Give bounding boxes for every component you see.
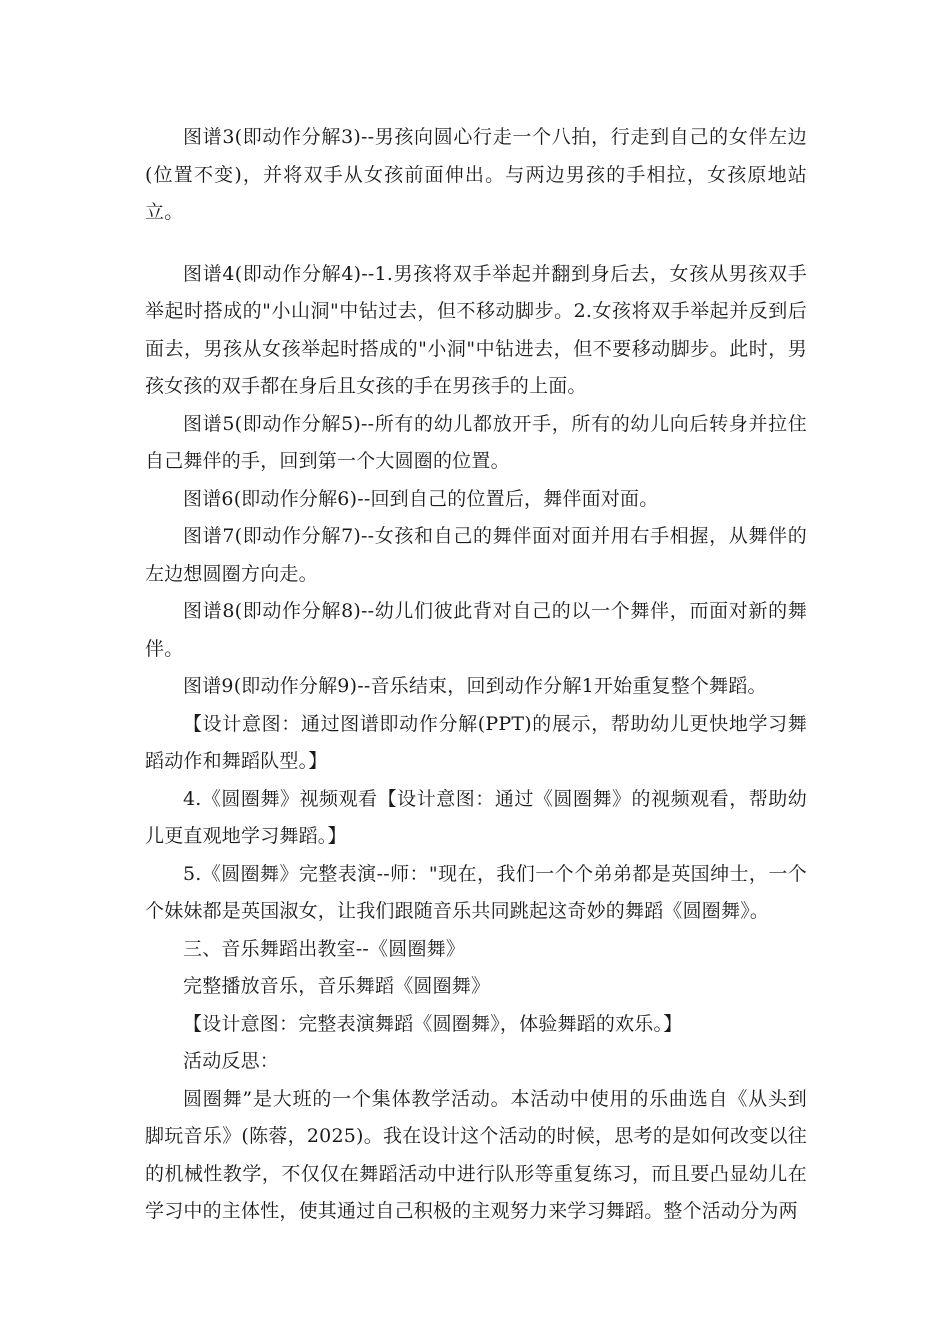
paragraph-chart-9: 图谱9(即动作分解9)--音乐结束，回到动作分解1开始重复整个舞蹈。 [183,675,767,697]
section-heading-3: 三、音乐舞蹈出教室--《圆圈舞》 [183,937,466,960]
paragraph-chart-5: 图谱5(即动作分解5)--所有的幼儿都放开手，所有的幼儿向后转身并拉住自己舞伴的手，回到第一个大圆圈的位置。 [145,412,807,472]
document-body [145,119,807,1231]
paragraph-full-performance: 5.《圆圈舞》完整表演--师："现在，我们一个个弟弟都是英国绅士，一个个妹妹都是英国淑女，让我们跟随音乐共同跳起这奇妙的舞蹈《圆圈舞》。 [145,862,807,922]
paragraph-chart-3: 图谱3(即动作分解3)--男孩向圆心行走一个八拍，行走到自己的女伴左边(位置不变)，并将双手从女孩前面伸出。与两边男孩的手相拉，女孩原地站立。 [145,126,807,223]
reflection-heading: 活动反思： [183,1050,280,1072]
paragraph-chart-6: 图谱6(即动作分解6)--回到自己的位置后，舞伴面对面。 [183,487,659,510]
paragraph-reflection: 圆圈舞”是大班的一个集体教学活动。本活动中使用的乐曲选自《从头到脚玩音乐》(陈蓉，2025)。我在设计这个活动的时候，思考的是如何改变以往的机械性教学，不仅仅在舞蹈活动中进行队形等重复练习，而且要凸显幼儿在学习中的主体性，使其通过自己积极的主观努力来学习舞蹈。整个活动分为两 [145,1087,807,1222]
paragraph-design-intent-2: 【设计意图：完整表演舞蹈《圆圈舞》，体验舞蹈的欢乐。】 [183,1012,683,1035]
paragraph-chart-4: 图谱4(即动作分解4)--1.男孩将双手举起并翻到身后去，女孩从男孩双手举起时搭成的"小山洞"中钻过去，但不移动脚步。2.女孩将双手举起并反到后面去，男孩从女孩举起时搭成的"小洞"中钻进去，但不要移动脚步。此时，男孩女孩的双手都在身后且女孩的手在男孩手的上面。 [145,262,807,397]
paragraph-design-intent-1: 【设计意图：通过图谱即动作分解(PPT)的展示，帮助幼儿更快地学习舞蹈动作和舞蹈队型。】 [145,712,807,772]
paragraph-play-music: 完整播放音乐，音乐舞蹈《圆圈舞》 [183,975,491,997]
paragraph-video-viewing: 4.《圆圈舞》视频观看【设计意图：通过《圆圈舞》的视频观看，帮助幼儿更直观地学习舞蹈。】 [145,787,807,847]
paragraph-chart-8: 图谱8(即动作分解8)--幼儿们彼此背对自己的以一个舞伴，而面对新的舞伴。 [145,600,807,660]
paragraph-chart-7: 图谱7(即动作分解7)--女孩和自己的舞伴面对面并用右手相握，从舞伴的左边想圆圈方向走。 [145,525,807,585]
